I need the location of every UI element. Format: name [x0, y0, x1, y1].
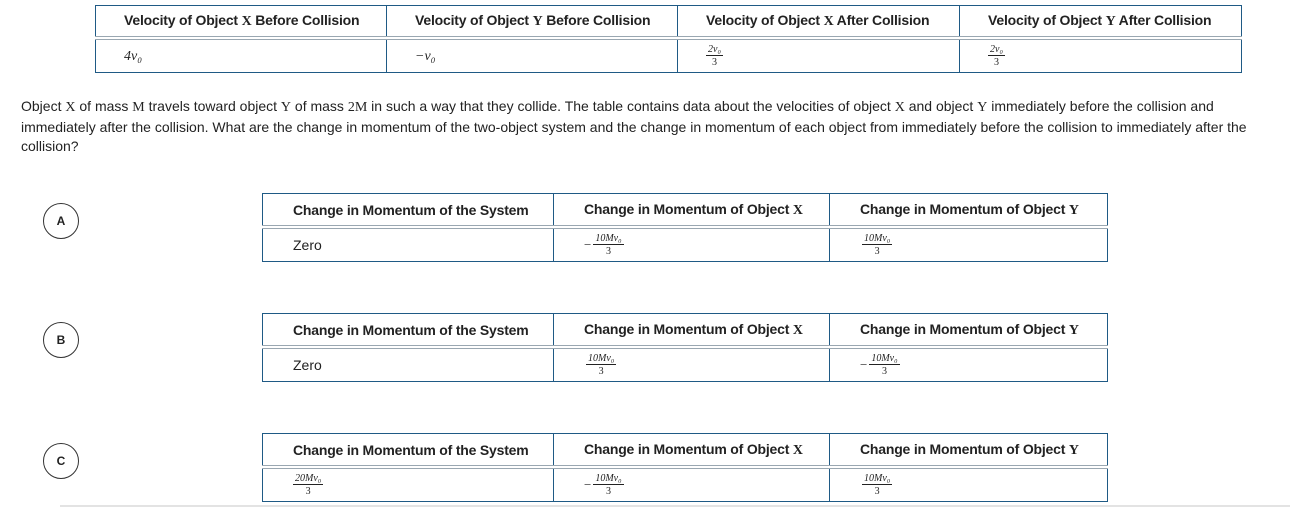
option-value-system: $\frac{\text{20Mv₀}}{3}$	[263, 467, 554, 502]
header-y-after: Velocity of Object Y After Collision	[960, 6, 1242, 39]
table-row	[263, 227, 1108, 262]
option-header-x: Change in Momentum of Object X	[554, 194, 830, 228]
option-a-table[interactable]	[262, 193, 1108, 262]
header-y-before: Velocity of Object Y Before Collision	[387, 6, 678, 39]
option-value-y: − $\frac{\text{10Mv₀}}{3}$	[830, 347, 1108, 382]
option-header-y: Change in Momentum of Object Y	[830, 314, 1108, 348]
option-header-x: Change in Momentum of Object X	[554, 314, 830, 348]
option-value-x: − $\frac{\text{10Mv₀}}{3}$	[554, 227, 830, 262]
value-x-after: $\frac{\text{2v₀}}{3}$	[678, 38, 960, 73]
option-header-system: Change in Momentum of the System	[263, 314, 554, 348]
value-y-before: −v₀	[387, 38, 678, 73]
option-value-y: $\frac{\text{10Mv₀}}{3}$	[830, 227, 1108, 262]
velocity-data-table	[95, 5, 1242, 73]
table-row	[263, 347, 1108, 382]
divider	[60, 505, 1290, 507]
option-header-system: Change in Momentum of the System	[263, 434, 554, 468]
option-header-y: Change in Momentum of Object Y	[830, 194, 1108, 228]
option-header-x: Change in Momentum of Object X	[554, 434, 830, 468]
question-text: Object X of mass M travels toward object Y of mass 2M in such a way that they collide. The table contains data about the velocities of object X and object Y immediately before the collision and immediately after the collision. What are the change in momentum of the two-object system and the change in momentum of each object from immediately before the collision to immediately after the collision?	[21, 98, 1247, 154]
value-y-after: $\frac{\text{2v₀}}{3}$	[960, 38, 1242, 73]
option-value-y: $\frac{\text{10Mv₀}}{3}$	[830, 467, 1108, 502]
option-header-system: Change in Momentum of the System	[263, 194, 554, 228]
option-c-button[interactable]: C	[43, 443, 79, 479]
option-value-x: $\frac{\text{10Mv₀}}{3}$	[554, 347, 830, 382]
option-value-system: Zero	[263, 347, 554, 382]
header-x-before: Velocity of Object X Before Collision	[96, 6, 387, 39]
option-c-table[interactable]	[262, 433, 1108, 502]
option-a-button[interactable]: A	[43, 203, 79, 239]
option-value-x: − $\frac{\text{10Mv₀}}{3}$	[554, 467, 830, 502]
header-x-after: Velocity of Object X After Collision	[678, 6, 960, 39]
value-x-before: 4v₀	[96, 38, 387, 73]
option-header-y: Change in Momentum of Object Y	[830, 434, 1108, 468]
option-b-button[interactable]: B	[43, 322, 79, 358]
table-row	[263, 467, 1108, 502]
table-row	[96, 38, 1242, 73]
option-b-table[interactable]	[262, 313, 1108, 382]
option-value-system: Zero	[263, 227, 554, 262]
